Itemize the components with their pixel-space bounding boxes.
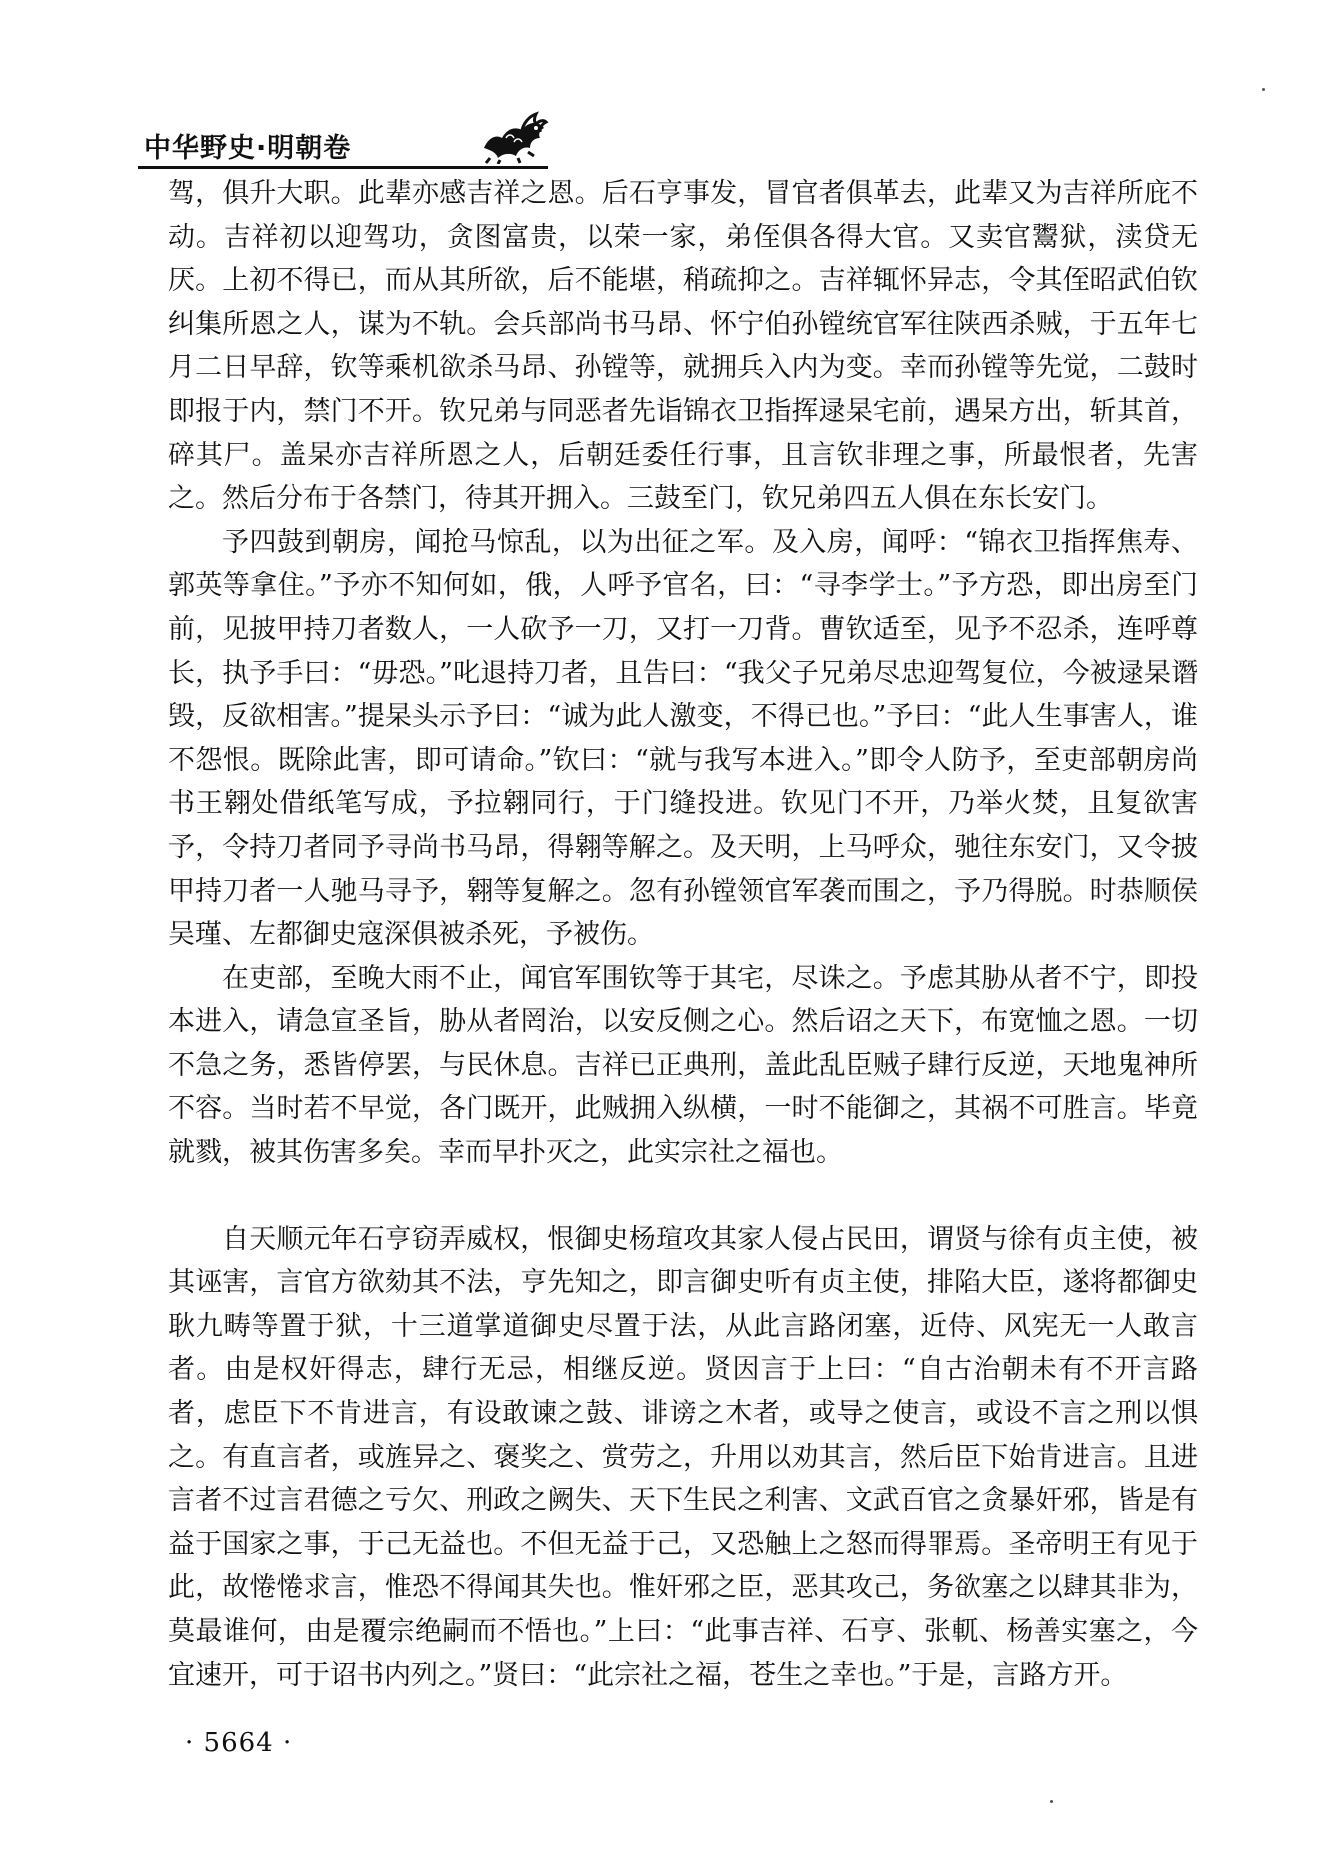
body-text	[168, 172, 1198, 1697]
scan-speck	[1050, 1800, 1053, 1803]
header-rule	[138, 166, 548, 169]
paragraph: 自天顺元年石亨窃弄威权，恨御史杨瑄攻其家人侵占民田，谓贤与徐有贞主使，被其诬害，言官方欲劾其不法，亨先知之，即言御史听有贞主使，排陷大臣，遂将都御史耿九畴等置于狱，十三道掌道御史尽置于法，从此言路闭塞，近侍、风宪无一人敢言者。由是权奸得志，肆行无忌，相继反逆。贤因言于上曰：“自古治朝未有不开言路者，虑臣下不肯进言，有设敢谏之鼓、诽谤之木者，或导之使言，或设不言之刑以惧之。有直言者，或旌异之、褒奖之、赏劳之，升用以劝其言，然后臣下始肯进言。且进言者不过言君德之亏欠、刑政之阙失、天下生民之利害、文武百官之贪暴奸邪，皆是有益于国家之事，于己无益也。不但无益于己，又恐触上之怒而得罪焉。圣帝明王有见于此，故惓惓求言，惟恐不得闻其失也。惟奸邪之臣，恶其攻己，务欲塞之以肆其非为，莫最谁何，由是覆宗绝嗣而不悟也。”上曰：“此事吉祥、石亨、张軏、杨善实塞之，今宜速开，可于诏书内列之。”贤曰：“此宗社之福，苍生之幸也。”于是，言路方开。	[168, 1223, 1198, 1691]
paragraph: 驾，俱升大职。此辈亦感吉祥之恩。后石亨事发，冒官者俱革去，此辈又为吉祥所庇不动。吉祥初以迎驾功，贪图富贵，以荣一家，弟侄俱各得大官。又卖官鬻狱，渎贷无厌。上初不得已，而从其所欲，后不能堪，稍疏抑之。吉祥辄怀异志，令其侄昭武伯钦纠集所恩之人，谋为不轨。会兵部尚书马昂、怀宁伯孙镗统官军往陕西杀贼，于五年七月二日早辞，钦等乘机欲杀马昂、孙镗等，就拥兵入内为变。幸而孙镗等先觉，二鼓时即报于内，禁门不开。钦兄弟与同恶者先诣锦衣卫指挥逯杲宅前，遇杲方出，斩其首，碎其尸。盖杲亦吉祥所恩之人，后朝廷委任行事，且言钦非理之事，所最恨者，先害之。然后分布于各禁门，待其开拥入。三鼓至门，钦兄弟四五人俱在东长安门。	[168, 178, 1198, 515]
scan-speck	[1262, 88, 1265, 91]
paragraph: 予四鼓到朝房，闻抢马惊乱，以为出征之军。及入房，闻呼：“锦衣卫指挥焦寿、郭英等拿住。”予亦不知何如，俄，人呼予官名，曰：“寻李学士。”予方恐，即出房至门前，见披甲持刀者数人，一人砍予一刀，又打一刀背。曹钦适至，见予不忍杀，连呼尊长，执予手曰：“毋恐。”叱退持刀者，且告曰：“我父子兄弟尽忠迎驾复位，今被逯杲谮毁，反欲相害。”提杲头示予曰：“诚为此人激变，不得已也。”予曰：“此人生事害人，谁不怨恨。既除此害，即可请命。”钦曰：“就与我写本进入。”即令人防予，至吏部朝房尚书王翱处借纸笔写成，予拉翱同行，于门缝投进。钦见门不开，乃举火焚，且复欲害予，令持刀者同予寻尚书马昂，得翱等解之。及天明，上马呼众，驰往东安门，又令披甲持刀者一人驰马寻予，翱等复解之。忽有孙镗领官军袭而围之，予乃得脱。时恭顺侯吴瑾、左都御史寇深俱被杀死，予被伤。	[168, 526, 1198, 951]
running-header	[138, 108, 548, 168]
paragraph: 在吏部，至晚大雨不止，闻官军围钦等于其宅，尽诛之。予虑其胁从者不宁，即投本进入，请急宣圣旨，胁从者罔治，以安反侧之心。然后诏之天下，布宽恤之恩。一切不急之务，悉皆停罢，与民休息。吉祥已正典刑，盖此乱臣贼子肆行反逆，天地鬼神所不容。当时若不早觉，各门既开，此贼拥入纵横，一时不能御之，其祸不可胜言。毕竟就戮，被其伤害多矣。幸而早扑灭之，此实宗社之福也。	[168, 962, 1198, 1169]
dragon-emblem-icon	[478, 108, 550, 164]
book-title: 中华野史·明朝卷	[144, 133, 352, 164]
page-number: · 5664 ·	[185, 1728, 293, 1758]
